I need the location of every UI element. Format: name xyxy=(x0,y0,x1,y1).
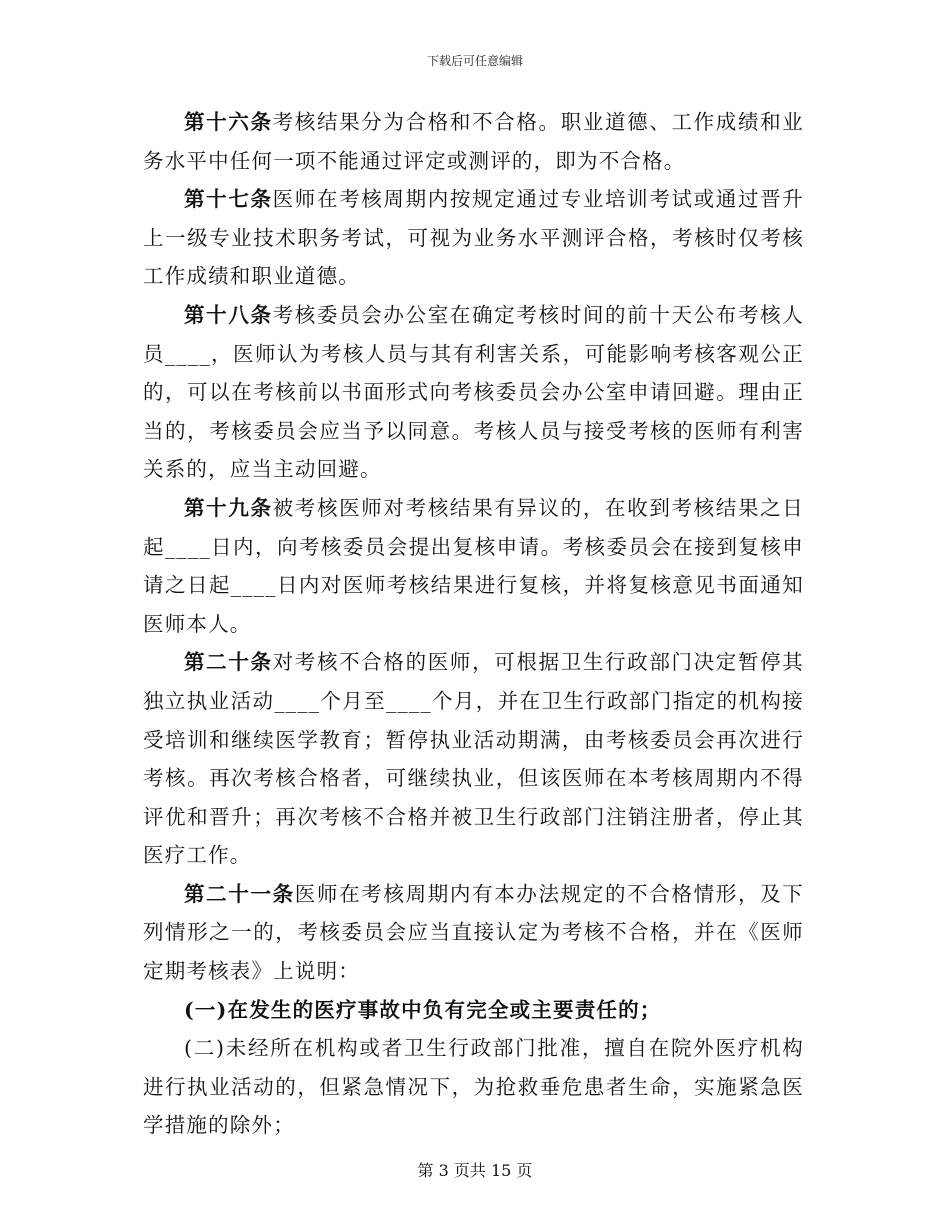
article-text: 医师在考核周期内按规定通过专业培训考试或通过晋升上一级专业技术职务考试，可视为业务水平测评合格，考核时仅考核工作成绩和职业道德。 xyxy=(143,187,804,289)
list-item-1: (一)在发生的医疗事故中负有完全或主要责任的； xyxy=(184,997,662,1022)
document-body xyxy=(143,103,804,1145)
article-title: 第十八条 xyxy=(184,302,273,327)
article-title: 第十九条 xyxy=(184,495,273,520)
article-title: 第二十条 xyxy=(184,650,273,675)
article-title: 第十六条 xyxy=(184,110,273,134)
article-16 xyxy=(143,103,804,180)
article-19 xyxy=(143,489,804,643)
page-header: 下载后可任意编辑 xyxy=(426,54,523,68)
article-17 xyxy=(143,180,804,296)
article-text: 医师在考核周期内有本办法规定的不合格情形，及下列情形之一的，考核委员会应当直接认定为考核不合格，并在《医师定期考核表》上说明： xyxy=(143,881,804,984)
article-text: 考核委员会办公室在确定考核时间的前十天公布考核人员____，医师认为考核人员与其有利害关系，可能影响考核客观公正的，可以在考核前以书面形式向考核委员会办公室申请回避。理由正当的，考核委员会应当予以同意。考核人员与接受考核的医师有利害关系的，应当主动回避。 xyxy=(143,302,804,482)
article-text: 考核结果分为合格和不合格。职业道德、工作成绩和业务水平中任何一项不能通过评定或测评的，即为不合格。 xyxy=(143,110,804,173)
article-18 xyxy=(143,296,804,489)
article-title: 第十七条 xyxy=(184,187,273,212)
article-20 xyxy=(143,643,804,875)
article-21 xyxy=(143,875,804,991)
article-text: 对考核不合格的医师，可根据卫生行政部门决定暂停其独立执业活动____个月至____个月，并在卫生行政部门指定的机构接受培训和继续医学教育；暂停执业活动期满，由考核委员会再次进行考核。再次考核合格者，可继续执业，但该医师在本考核周期内不得评优和晋升；再次考核不合格并被卫生行政部门注销注册者，停止其医疗工作。 xyxy=(143,650,804,868)
article-text: 被考核医师对考核结果有异议的，在收到考核结果之日起____日内，向考核委员会提出复核申请。考核委员会在接到复核申请之日起____日内对医师考核结果进行复核，并将复核意见书面通知医师本人。 xyxy=(143,495,804,636)
list-item-2: (二)未经所在机构或者卫生行政部门批准，擅自在院外医疗机构进行执业活动的，但紧急情况下，为抢救垂危患者生命，实施紧急医学措施的除外； xyxy=(143,1036,804,1138)
page-footer: 第 3 页共 15 页 xyxy=(417,1161,533,1180)
article-title: 第二十一条 xyxy=(184,881,295,906)
